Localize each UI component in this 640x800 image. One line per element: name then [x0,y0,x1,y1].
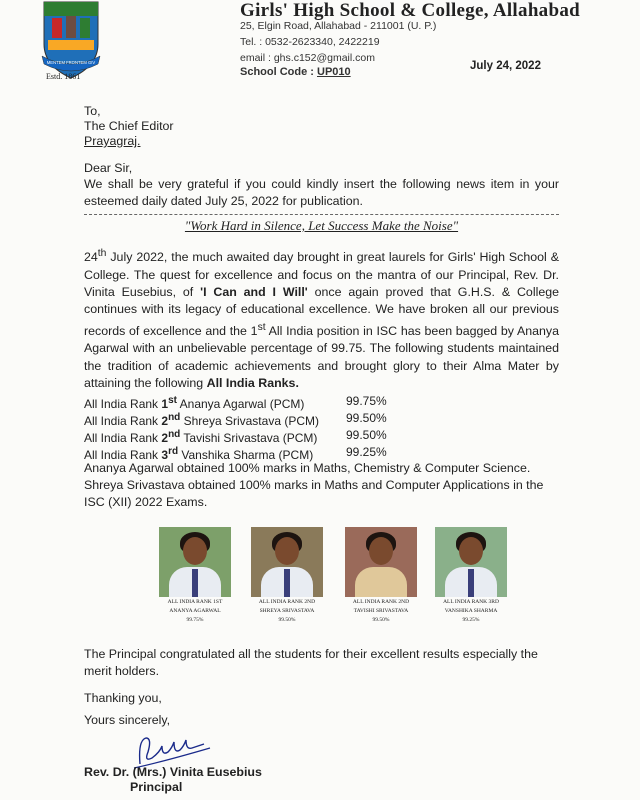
student-card [336,527,426,624]
rank-row [84,411,387,428]
student-name: SHREYA SRIVASTAVA [259,608,315,614]
rank-suffix: nd [168,429,181,440]
student-photo [345,527,417,597]
rank-suffix: rd [168,446,179,457]
school-code-value: UP010 [317,66,351,78]
news-mantra: 'I Can and I Will' [200,284,308,299]
salutation: Dear Sir, [84,161,133,175]
news-paragraph [84,245,559,393]
signatory-designation: Principal [130,780,183,794]
svg-text:MENTEM FRONTEM GIV: MENTEM FRONTEM GIV [46,60,96,65]
recipient-city: Prayagraj. [84,134,141,148]
school-code [240,66,351,78]
rank-number: 2 [161,431,169,445]
student-score: 99.50% [278,617,296,623]
student-card [426,527,516,624]
rank-score: 99.50% [346,428,387,442]
rank-prefix: All India Rank [84,414,162,428]
rank-student-name: Shreya Srivastava (PCM) [180,414,319,428]
recipient-to: To, [84,104,101,118]
student-score: 99.25% [462,617,480,623]
student-photo [435,527,507,597]
school-name: Girls' High School & College, Allahabad [240,0,581,21]
ranks-list [84,394,387,462]
recipient-title: The Chief Editor [84,119,174,133]
student-score: 99.50% [372,617,390,623]
school-code-label: School Code : [240,66,317,78]
student-score: 99.75% [186,617,204,623]
rank-prefix: All India Rank [84,397,162,411]
established-year: Estd. 1861 [46,72,81,81]
student-card [242,527,332,624]
rank-score: 99.75% [346,394,387,408]
student-rank: ALL INDIA RANK 1ST [167,599,223,605]
student-photo [251,527,323,597]
student-photos [150,527,520,627]
student-name: TAVISHI SRIVASTAVA [353,608,409,614]
news-text-b: once again proved that G.H.S. & College continues with its legacy of educational excellence. We have broken all our previous records of excellence and the 1 [84,284,559,338]
news-date-suffix: th [97,248,107,259]
rank-score: 99.50% [346,411,387,425]
student-name: VANSHIKA SHARMA [444,608,498,614]
rank-number: 2 [161,414,169,428]
rank-row [84,428,387,445]
student-rank: ALL INDIA RANK 2ND [352,599,410,605]
news-date-day: 24 [84,250,98,265]
rank-row [84,394,387,411]
publication-request: We shall be very grateful if you could kindly insert the following news item in your esteemed daily dated July 25, 2022 for publication. [84,177,559,209]
school-telephone: Tel. : 0532-2623340, 2422219 [240,36,380,48]
sincerely-line: Yours sincerely, [84,713,171,727]
rank-suffix: st [168,395,177,406]
achievement-ananya: Ananya Agarwal obtained 100% marks in Maths, Chemistry & Computer Science. [84,461,531,475]
rank-student-name: Tavishi Srivastava (PCM) [180,431,318,445]
rank-prefix: All India Rank [84,431,162,445]
dashed-divider [84,214,559,215]
rank-prefix: All India Rank [84,448,162,462]
recipient-block [84,104,559,149]
rank-suffix: nd [168,412,181,423]
student-card [150,527,240,624]
thanking-line: Thanking you, [84,691,162,705]
student-rank: ALL INDIA RANK 2ND [258,599,316,605]
rank-number: 3 [161,448,169,462]
news-rank-suffix: st [257,321,266,333]
student-rank: ALL INDIA RANK 3RD [443,599,499,605]
school-email: email : ghs.c152@gmail.com [240,52,375,64]
achievement-shreya: Shreya Srivastava obtained 100% marks in Maths and Computer Applications in the ISC (XII) 2022 Exams. [84,478,544,509]
news-text-c: All India position in ISC has been bagged by Ananya Agarwal with an unbelievable percentage of 99.75. The following students maintained the tradition of academic achievements and brought glory to their Alma Mater by attaining the following [84,323,560,391]
school-crest-logo [38,0,104,82]
rank-student-name: Vanshika Sharma (PCM) [178,448,314,462]
congratulation-note: The Principal congratulated all the students for their excellent results especially the merit holders. [84,647,538,679]
rank-number: 1 [161,397,169,411]
motto-headline: "Work Hard in Silence, Let Success Make the Noise" [184,218,459,233]
rank-student-name: Ananya Agarwal (PCM) [176,397,305,411]
student-photo [159,527,231,597]
news-text-a: July 2022, the much awaited day brought in great laurels for Girls' High School & College. The quest for excellence and focus on the mantra of our Principal, Rev. Dr. Vinita Eusebius, of [84,250,559,299]
rank-score: 99.25% [346,445,387,459]
school-address: 25, Elgin Road, Allahabad - 211001 (U. P.) [240,20,437,32]
signatory-name: Rev. Dr. (Mrs.) Vinita Eusebius [84,765,262,779]
student-name: ANANYA AGARWAL [169,608,221,614]
letter-date: July 24, 2022 [470,60,541,72]
news-ranks-heading: All India Ranks. [206,376,299,391]
